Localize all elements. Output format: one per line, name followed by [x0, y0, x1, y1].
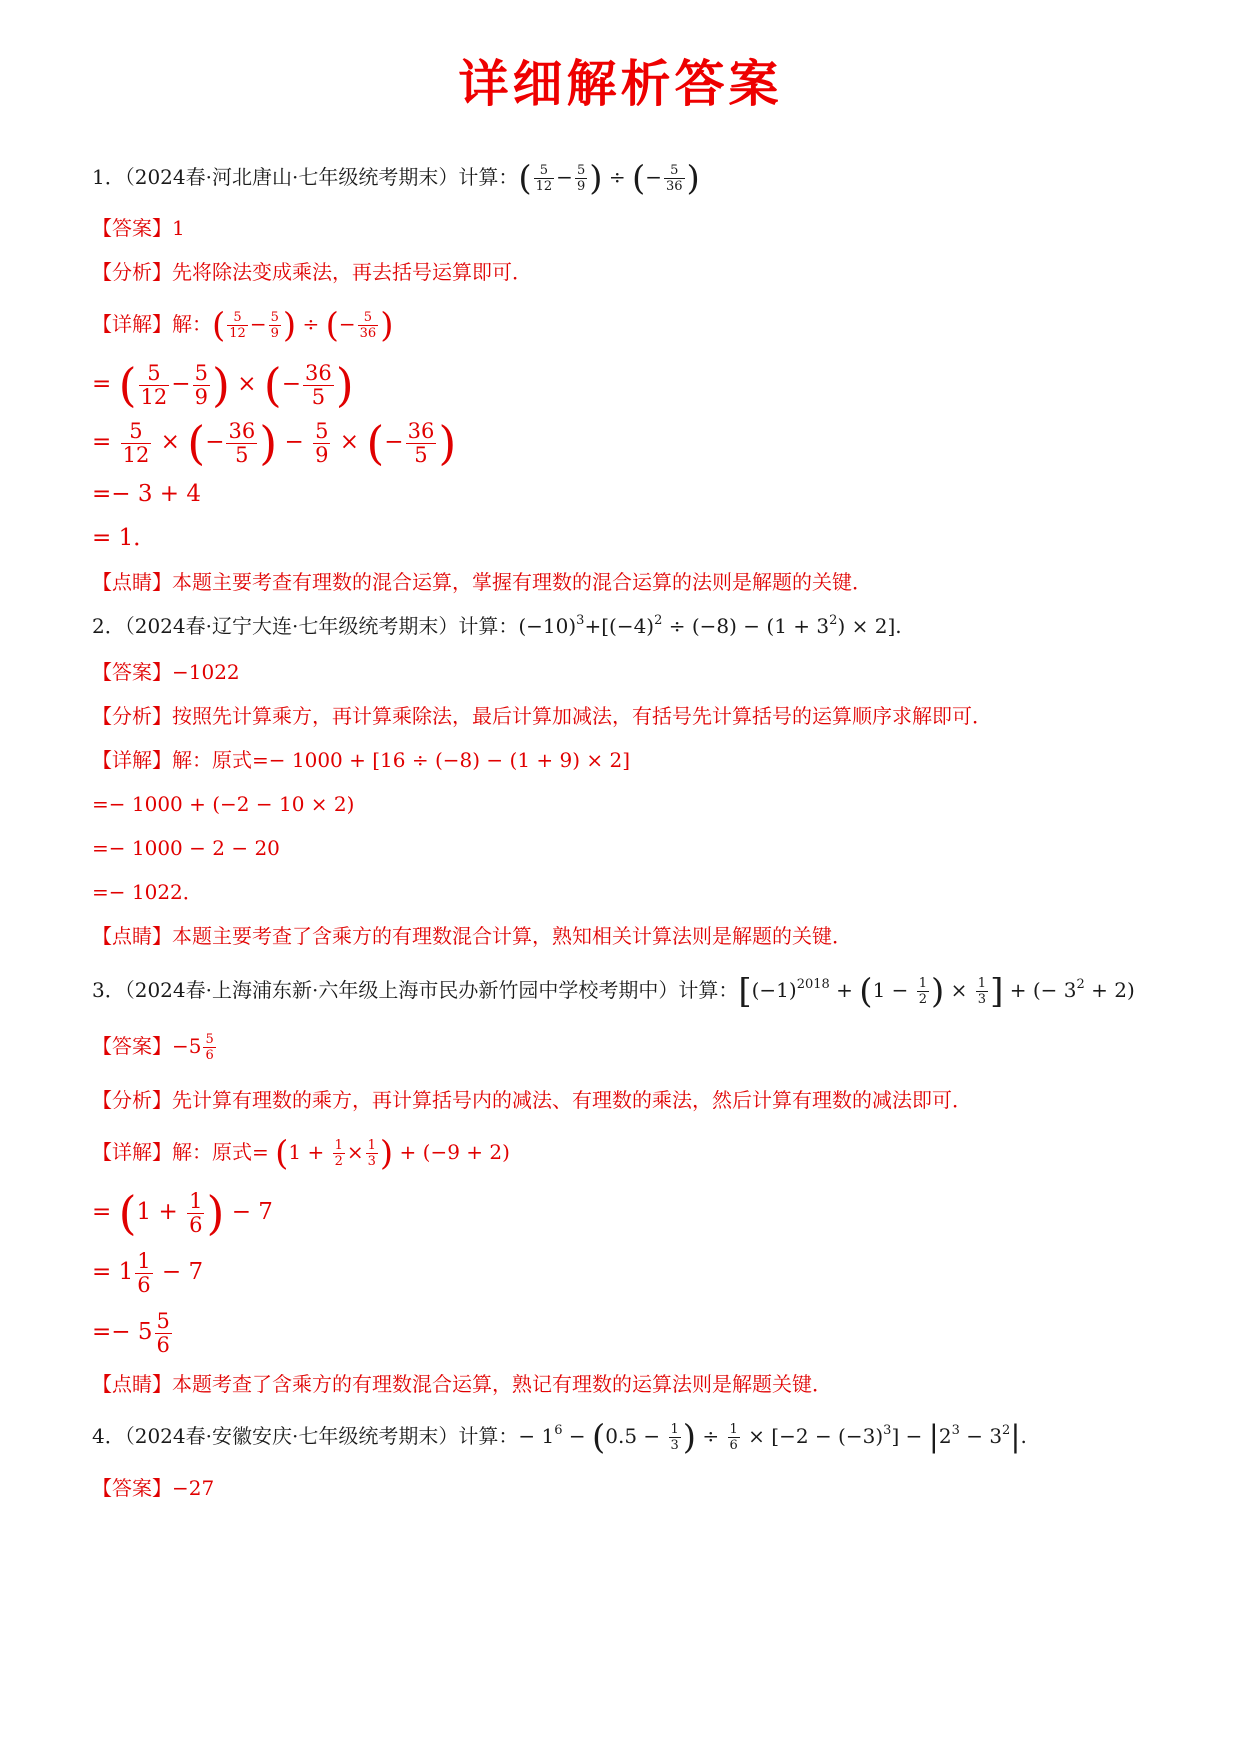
solution-label: 解：	[172, 312, 212, 336]
answer-label: 【答案】	[92, 1476, 172, 1500]
detail-expression: = (1 + $\frac{1}{2}$ × $\frac{1}{3}$ ) + (−9 + 2)	[252, 1133, 510, 1174]
question-1	[92, 155, 700, 199]
question-source: （2024春·安徽安庆·七年级统考期末）	[124, 1424, 459, 1448]
comment-label: 【点睛】	[92, 1372, 172, 1396]
solution-label: 解：	[172, 748, 212, 772]
answer-4	[92, 1466, 214, 1510]
detail-3-step-4: =− 5 $\frac{5}{6}$	[92, 1308, 170, 1357]
comment-label: 【点睛】	[92, 924, 172, 948]
analysis-label: 【分析】	[92, 704, 172, 728]
question-expression: − $1^6 - (0.5$ − $\frac{1}{3}$ ) ÷ $\frac{1}{6}$ × $[-2 - (-3)^3] - |2^3 - 3^2|$.	[518, 1417, 1027, 1458]
question-source: （2024春·辽宁大连·七年级统考期末）	[124, 614, 459, 638]
detail-2-step-2: =− 1000 + (−2 − 10 × 2)	[92, 792, 355, 816]
question-number: 1．	[92, 165, 125, 189]
detail-1-step-4: =− 3 + 4	[92, 481, 202, 507]
question-3	[92, 968, 1135, 1012]
question-2	[92, 604, 902, 648]
analysis-text: 先将除法变成乘法，再去括号运算即可．	[172, 260, 532, 284]
question-expression: [$(-1)^{2018} + (1$ − $\frac{1}{2}$ ) × $\frac{1}{3}$ ] + (− $3^2 + 2$)	[738, 971, 1135, 1012]
detail-1-step-2: = ( $\frac{5}{12}$ − $\frac{5}{9}$ ) × (− $\frac{36}{5}$ )	[92, 358, 354, 412]
answer-value: 1	[172, 216, 185, 240]
question-expression: ( $\frac{5}{12}$ − $\frac{5}{9}$ ) ÷ (− $\frac{5}{36}$ )	[518, 158, 700, 199]
answer-value: −5 $\frac{5}{6}$	[172, 1032, 214, 1063]
detail-3	[92, 1130, 510, 1174]
detail-expression: =− 1000 + [16 ÷ (−8) − (1 + 9) × 2]	[252, 748, 631, 772]
comment-1	[92, 560, 872, 604]
detail-2-step-3: =− 1000 − 2 − 20	[92, 836, 280, 860]
question-4	[92, 1414, 1027, 1458]
detail-expression: ( $\frac{5}{12}$ − $\frac{5}{9}$ ) ÷ (− $\frac{5}{36}$ )	[212, 305, 394, 346]
question-number: 2．	[92, 614, 125, 638]
analysis-2	[92, 694, 992, 738]
question-number: 3．	[92, 978, 125, 1002]
analysis-label: 【分析】	[92, 1088, 172, 1112]
question-source: （2024春·河北唐山·七年级统考期末）	[124, 165, 459, 189]
original-label: 原式	[212, 748, 252, 772]
solution-label: 解：	[172, 1140, 212, 1164]
comment-text: 本题考查了含乘方的有理数混合运算，熟记有理数的运算法则是解题关键．	[172, 1372, 832, 1396]
detail-1-step-5: = 1．	[92, 525, 157, 551]
comment-text: 本题主要考查了含乘方的有理数混合计算，熟知相关计算法则是解题的关键．	[172, 924, 852, 948]
compute-label: 计算：	[458, 1424, 519, 1448]
detail-2	[92, 738, 630, 782]
analysis-text: 先计算有理数的乘方，再计算括号内的减法、有理数的乘法，然后计算有理数的减法即可．	[172, 1088, 972, 1112]
answer-2	[92, 650, 240, 694]
comment-3	[92, 1362, 832, 1406]
analysis-3	[92, 1078, 972, 1122]
answer-label: 【答案】	[92, 1034, 172, 1058]
answer-label: 【答案】	[92, 216, 172, 240]
detail-1	[92, 302, 393, 346]
analysis-text: 按照先计算乘方，再计算乘除法，最后计算加减法，有括号先计算括号的运算顺序求解即可．	[172, 704, 992, 728]
answer-1	[92, 206, 185, 250]
answer-label: 【答案】	[92, 660, 172, 684]
comment-text: 本题主要考查有理数的混合运算，掌握有理数的混合运算的法则是解题的关键．	[172, 570, 872, 594]
analysis-label: 【分析】	[92, 260, 172, 284]
comment-2	[92, 914, 852, 958]
answer-value: −1022	[172, 660, 240, 684]
question-expression: $(-10)^3+[(-4)^2 \div (-8) - (1 + 3^2) \times 2]$.	[518, 613, 902, 638]
answer-value: −27	[172, 1476, 215, 1500]
detail-3-step-3: = 1 $\frac{1}{6}$ − 7	[92, 1248, 204, 1297]
compute-label: 计算：	[678, 978, 739, 1002]
detail-label: 【详解】	[92, 1140, 172, 1164]
question-source: （2024春·上海浦东新·六年级上海市民办新竹园中学校考期中）	[124, 978, 679, 1002]
question-number: 4．	[92, 1424, 125, 1448]
detail-1-step-3: = $\frac{5}{12}$ × (− $\frac{36}{5}$ ) − $\frac{5}{9}$ × (− $\frac{36}{5}$ )	[92, 416, 457, 470]
original-label: 原式	[212, 1140, 252, 1164]
compute-label: 计算：	[458, 614, 519, 638]
detail-2-step-4: =− 1022．	[92, 880, 203, 904]
analysis-1	[92, 250, 532, 294]
page-title: 详细解析答案	[458, 55, 783, 113]
comment-label: 【点睛】	[92, 570, 172, 594]
detail-3-step-2: = (1 + $\frac{1}{6}$ ) − 7	[92, 1186, 273, 1240]
detail-label: 【详解】	[92, 748, 172, 772]
answer-3	[92, 1024, 218, 1068]
compute-label: 计算：	[458, 165, 519, 189]
detail-label: 【详解】	[92, 312, 172, 336]
